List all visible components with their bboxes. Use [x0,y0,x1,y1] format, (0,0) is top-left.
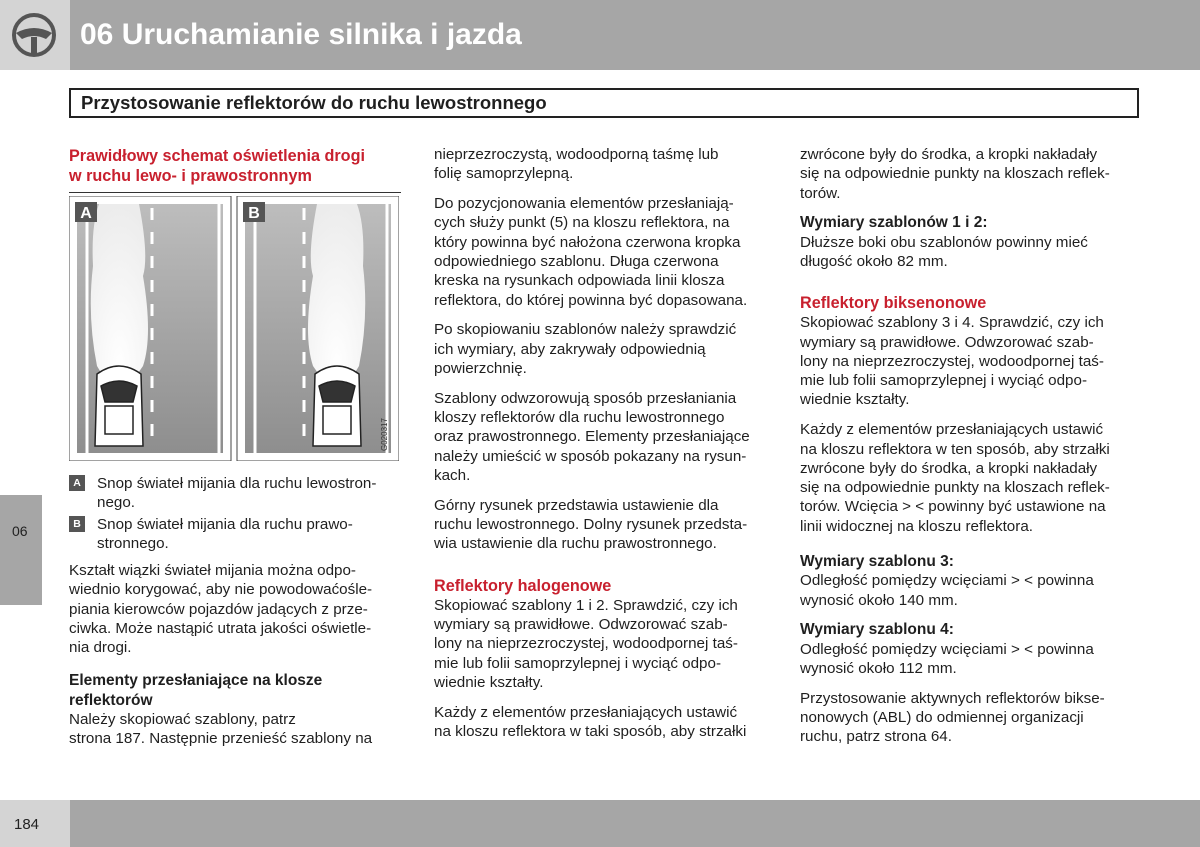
column-2 [434,145,774,752]
figure-code: G020317 [380,418,389,451]
paragraph: Dłuższe boki obu szablonów powinny mieć długość około 82 mm. [800,233,1088,270]
paragraph: Skopiować szablony 3 i 4. Sprawdzić, czy ich wymiary są prawidłowe. Odwzorować szab- lony na nieprzezroczystej, wodoodpornej taś- mie lub folii samoprzylepnej i wyciąć odpo- wiednie kształty. [800,314,1104,409]
column-3 [800,145,1140,757]
page-number: 184 [14,816,40,833]
paragraph: Odległość pomiędzy wcięciami > < powinna wynosić około 140 mm. [800,572,1094,609]
headlight-beam-figure [69,196,399,461]
car-a [95,366,143,446]
paragraph: Kształt wiązki świateł mijania można odpo- wiednio korygować, aby nie powodowaćośle- piania kierowców pojazdów jadących z prze- ciwka. Może nastąpić utrata jakości oświetle- nia drogi. [69,562,373,657]
steering-wheel-icon [12,13,56,57]
car-b [313,366,361,446]
paragraph: Każdy z elementów przesłaniających ustawić na kloszu reflektora w ten sposób, aby strzałki zwrócone były do środka, a kropki nakładały się na odpowiednie punkty na kloszach reflek- torów. Wcięcia > < powinny być ustawione na linii widocznej na kloszu reflektora. [800,421,1110,535]
subheading: Wymiary szablonu 4: [800,621,954,639]
heading-halogen: Reflektory halogenowe [434,576,612,595]
subheading: Wymiary szablonów 1 i 2: [800,214,988,232]
subheading: Wymiary szablonu 3: [800,553,954,571]
heading-rule [69,192,401,193]
paragraph: Odległość pomiędzy wcięciami > < powinna wynosić około 112 mm. [800,640,1094,678]
paragraph: zwrócone były do środka, a kropki nakładały się na odpowiednie punkty na kloszach reflek- torów. [800,146,1110,202]
legend-item-b: B Snop świateł mijania dla ruchu prawo- stronnego. [69,515,401,554]
figure-heading: Prawidłowy schemat oświetlenia drogi w ruchu lewo- i prawostronnym [69,147,365,185]
legend-item-a: A Snop świateł mijania dla ruchu lewostron- nego. [69,474,401,513]
paragraph: Szablony odwzorowują sposób przesłaniania kloszy reflektorów dla ruchu lewostronnego oraz prawostronnego. Elementy przesłaniające należy umieścić w sposób pokazany na rysun- kach. [434,389,750,484]
page-number-box [0,800,70,847]
paragraph: Każdy z elementów przesłaniających ustawić na kloszu reflektora w taki sposób, aby strzałki [434,703,747,740]
panel-b [237,196,399,461]
paragraph: nieprzezroczystą, wodoodporną taśmę lub folię samoprzylepną. [434,146,719,183]
subheading: Elementy przesłaniające na klosze reflektorów [69,672,323,709]
figure-legend [69,474,401,555]
chapter-title: 06 Uruchamianie silnika i jazda [80,18,522,51]
side-chapter-tab [0,495,42,605]
section-title: Przystosowanie reflektorów do ruchu lewostronnego [69,88,1139,118]
paragraph: Należy skopiować szablony, patrz strona 187. Następnie przenieść szablony na [69,711,373,748]
paragraph: Po skopiowaniu szablonów należy sprawdzić ich wymiary, aby zakrywały odpowiednią powierzchnię. [434,321,737,377]
paragraph: Górny rysunek przedstawia ustawienie dla ruchu lewostronnego. Dolny rysunek przedsta- wia ustawienie dla ruchu prawostronnego. [434,496,748,553]
side-tab-label: 06 [12,523,28,539]
paragraph: Do pozycjonowania elementów przesłaniają- cych służy punkt (5) na kloszu reflektora, na który powinna być nałożona czerwona kropka odpowiedniego szablonu. Długa czerwona kreska na rysunkach odpowiada linii klosza reflektora, do której powinna być dopasowana. [434,195,748,309]
paragraph: Przystosowanie aktywnych reflektorów bikse- nonowych (ABL) do odmiennej organizacji ruchu, patrz strona 64. [800,689,1105,746]
heading-bixenon: Reflektory biksenonowe [800,294,987,313]
panel-a-label: A [80,205,92,222]
page-footer [0,800,1200,847]
legend-badge-a: A [69,475,85,491]
panel-b-label: B [248,205,260,222]
chapter-icon-box [0,0,70,70]
paragraph: Skopiować szablony 1 i 2. Sprawdzić, czy ich wymiary są prawidłowe. Odwzorować szab- lony na nieprzezroczystej, wodoodpornej taś- mie lub folii samoprzylepnej i wyciąć odpo- wiednie kształty. [434,596,738,691]
panel-a [69,196,231,461]
column-1 [69,146,403,193]
column-1-body [69,561,403,759]
legend-badge-b: B [69,516,85,532]
